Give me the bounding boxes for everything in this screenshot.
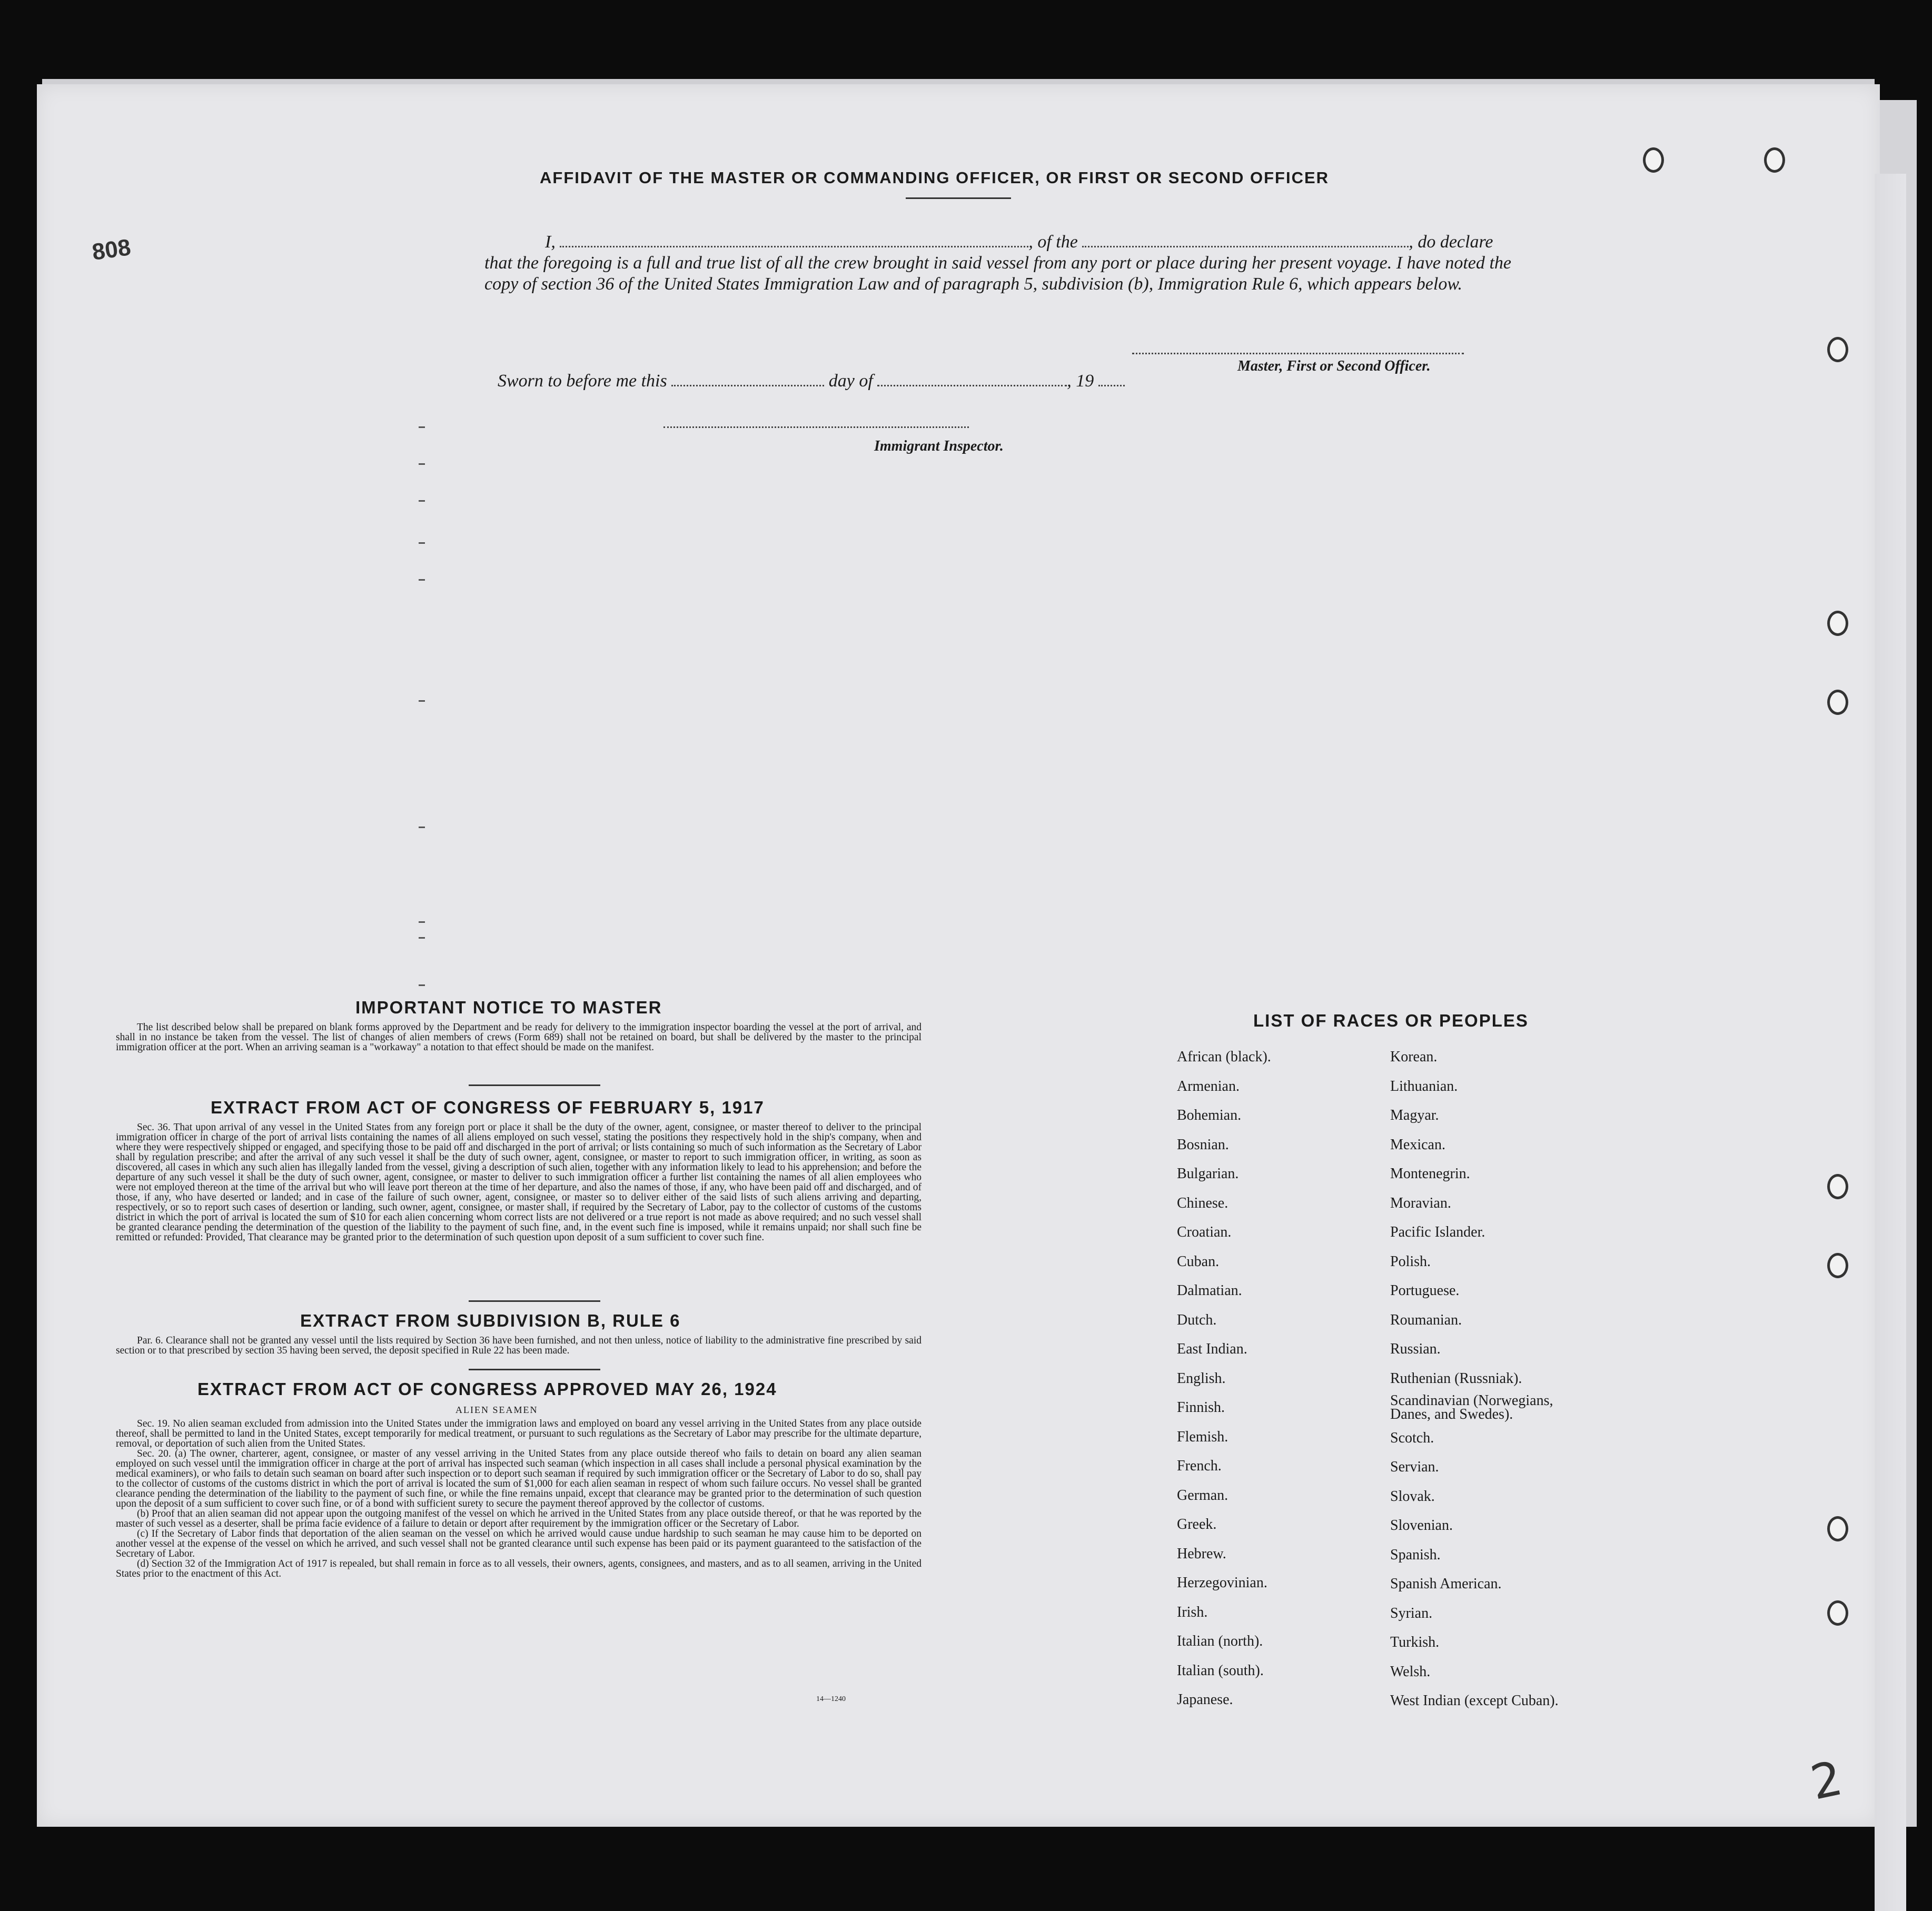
margin-tick [419,921,425,923]
race-item: Herzegovinian. [1177,1575,1267,1591]
margin-tick [419,542,425,544]
document-page [37,84,1880,1827]
binder-hole-icon [1764,147,1785,173]
binder-hole-icon [1827,611,1848,636]
race-item: Servian. [1390,1459,1439,1475]
affidavit-declaration [484,232,1511,295]
form-number: 14—1240 [816,1695,846,1703]
sworn-line [498,371,1125,391]
margin-tick [419,984,425,986]
margin-tick [419,463,425,465]
title-rule [906,197,1011,199]
declarant-name-field[interactable] [560,234,1028,247]
binder-hole-icon [1827,1174,1848,1199]
race-item: Korean. [1390,1049,1438,1065]
declaration-line [484,232,1511,253]
race-item: Italian (south). [1177,1662,1264,1679]
extract-1917-title: EXTRACT FROM ACT OF CONGRESS OF FEBRUARY 5, 1917 [211,1098,765,1117]
section-rule [469,1369,600,1370]
race-item: Flemish. [1177,1428,1228,1445]
race-item: Lithuanian. [1390,1078,1458,1094]
race-item: Welsh. [1390,1663,1431,1680]
margin-tick [419,426,425,428]
sworn-prefix: Sworn to before me this [498,371,667,391]
race-item: French. [1177,1458,1222,1474]
margin-tick [419,700,425,702]
race-item: Ruthenian (Russniak). [1390,1370,1522,1387]
race-item: Spanish. [1390,1546,1441,1563]
race-item: Dalmatian. [1177,1282,1242,1299]
race-item: Scandinavian (Norwegians, Danes, and Swedes). [1390,1392,1553,1422]
races-column-2 [1390,1042,1590,1716]
race-item: Hebrew. [1177,1545,1226,1562]
margin-tick [419,827,425,828]
race-item: Montenegrin. [1390,1166,1470,1182]
sworn-year-prefix: , 19 [1067,371,1094,391]
race-item: Syrian. [1390,1605,1433,1621]
race-item: Armenian. [1177,1078,1240,1094]
race-item: Italian (north). [1177,1633,1263,1649]
race-item: Cuban. [1177,1253,1220,1270]
margin-tick [419,579,425,581]
race-item: Irish. [1177,1604,1208,1620]
extract-1924-title: EXTRACT FROM ACT OF CONGRESS APPROVED MAY 26, 1924 [197,1379,777,1399]
extract-1917-body: Sec. 36. That upon arrival of any vessel in the United States from any foreign port or place it shall be the duty of the owner, agent, consignee, or master thereof to deliver to the principal immigration officer in charge of the port of arrival lists containing the names of all aliens employed on such vessel, stating the positions they respectively hold in the ship's company, when and where they were respectively shipped or engaged, and specifying those to be paid off and discharged in the port of arrival; or lists containing so much of such information as the Secretary of Labor shall by regulation prescribe; and after the arrival of any such vessel it shall be the duty of such owner, agent, consignee, or master to report to such immigration officer, in writing, as soon as discovered, all cases in which any such alien has illegally landed from the vessel, giving a description of such alien, together with any information likely to lead to his apprehension; and before the departure of any such vessel it shall be the duty of such owner, agent, consignee, or master to deliver to such immigration officer a further list containing the names of all alien employees who were not employed thereon at the time of the arrival but who will leave port thereon at the time of her departure, and also the names of those, if any, who have been paid off and discharged, and of those, if any, who have deserted or landed; and in case of the failure of such owner, agent, consignee, or master so to deliver either of the said lists of such aliens arriving and departing, respectively, or so to report such cases of desertion or landing, such owner, agent, consignee, or master shall, if required by the Secretary of Labor, pay to the collector of customs of the customs district in which the port of arrival is located the sum of $10 for each alien concerning whom correct lists are not delivered or a true report is not made as above required; and no such vessel shall be granted clearance pending the determination of the question of the liability to the payment of such fine, and, in the event such fine is imposed, while it remains unpaid; nor shall such fine be remitted or refunded: Provided, That clearance may be granted prior to the determination of such question upon deposit of a sum sufficient to cover such fine. [116,1122,922,1243]
binder-hole-icon [1827,1516,1848,1541]
race-item: West Indian (except Cuban). [1390,1693,1559,1709]
notice-body: The list described below shall be prepared on blank forms approved by the Department and be ready for delivery to the immigration inspector boarding the vessel at the port of arrival, and shall in no instance be taken from the vessel. The list of changes of alien members of crews (Form 689) shall not be retained on board, but shall be delivered by the master to the principal immigration officer at the port. When an arriving seaman is a "workaway" a notation to that effect should be made on the manifest. [116,1022,922,1053]
binder-hole-icon [1827,337,1848,362]
extract-1924-subtitle: ALIEN SEAMEN [455,1405,538,1415]
sworn-year-field[interactable] [1098,373,1125,386]
race-item: Bosnian. [1177,1136,1229,1153]
section-rule [469,1084,600,1086]
binder-hole-icon [1827,1253,1848,1278]
race-item: Magyar. [1390,1107,1439,1123]
sworn-month-field[interactable] [877,373,1067,386]
race-item: Russian. [1390,1341,1441,1357]
race-item: Polish. [1390,1253,1431,1270]
race-item: English. [1177,1370,1226,1387]
margin-tick [419,937,425,939]
race-item: Bohemian. [1177,1107,1242,1123]
race-item: East Indian. [1177,1341,1247,1357]
race-item: African (black). [1177,1049,1271,1065]
binder-hole-icon [1643,147,1664,173]
races-column-1 [1177,1042,1271,1715]
rule6-title: EXTRACT FROM SUBDIVISION B, RULE 6 [300,1311,681,1330]
race-item: Moravian. [1390,1195,1451,1211]
master-signature-label: Master, First or Second Officer. [1237,358,1431,374]
notice-title: IMPORTANT NOTICE TO MASTER [355,998,662,1017]
race-item: Finnish. [1177,1399,1225,1416]
race-item: Slovenian. [1390,1517,1453,1534]
race-item: Turkish. [1390,1634,1440,1650]
margin-stamp: 808 [90,234,133,265]
race-item: Dutch. [1177,1311,1217,1328]
races-title: LIST OF RACES OR PEOPLES [1253,1011,1529,1030]
race-item: German. [1177,1487,1228,1504]
sworn-day-of: day of [828,371,873,391]
rule6-body: Par. 6. Clearance shall not be granted any vessel until the lists required by Section 36 have been furnished, and not then unless, notice of liability to the administrative fine prescribed by said section or to that prescribed by section 35 having been served, the deposit specified in Rule 22 has been made. [116,1335,922,1356]
race-item: Chinese. [1177,1195,1228,1211]
master-signature-field[interactable] [1132,353,1464,354]
race-item: Scotch. [1390,1429,1434,1446]
race-item: Spanish American. [1390,1576,1502,1592]
race-item: Japanese. [1177,1691,1233,1708]
page-fold [1875,174,1906,1911]
section-rule [469,1300,600,1302]
declarant-prefix: I, [545,232,556,252]
race-item: Croatian. [1177,1224,1232,1240]
race-item: Mexican. [1390,1136,1445,1153]
binder-hole-icon [1827,690,1848,715]
binder-hole-icon [1827,1600,1848,1626]
sworn-day-field[interactable] [671,373,824,386]
declare-suffix: , do declare [1409,232,1493,252]
race-item: Greek. [1177,1516,1217,1532]
race-item: Roumanian. [1390,1311,1462,1328]
vessel-prefix: , of the [1028,232,1078,252]
vessel-name-field[interactable] [1082,234,1409,247]
extract-1924-body: Sec. 19. No alien seaman excluded from admission into the United States under the immigration laws and employed on board any vessel arriving in the United States from any place outside thereof, shall be permitted to land in the United States, except temporarily for medical treatment, or pursuant to such regulations as the Secretary of Labor may prescribe for the ultimate departure, removal, or deportation of such alien from the United States. Sec. 20. (a) The owner, charterer, agent, consignee, or master of any vessel arriving in the United States from any place outside thereof who fails to detain on board any alien seaman employed on such vessel until the immigration officer in charge at the port of arrival has inspected such seaman (which inspection in all cases shall include a personal physical examination by the medical examiners), or who fails to detain such seaman on board after such inspection or to deport such seaman if required by such immigration officer or the Secretary of Labor to do so, shall pay to the collector of customs of the customs district in which the port of arrival is located the sum of $1,000 for each alien seaman in respect of whom such failure occurs. No vessel shall be granted clearance pending the determination of the liability to the payment of such fine, or while the fine remains unpaid, except that clearance may be granted prior to the determination of such question upon the deposit of a sum sufficient to cover such fine, or of a bond with sufficient surety to secure the payment thereof approved by the collector of customs. (b) Proof that an alien seaman did not appear upon the outgoing manifest of the vessel on which he arrived in the United States from any place outside thereof, or that he was reported by the master of such vessel as a deserter, shall be prima facie evidence of a failure to detain or deport after requirement by the immigration officer or the Secretary of Labor. (c) If the Secretary of Labor finds that deportation of the alien seaman on the vessel on which he arrived would cause undue hardship to such seaman he may cause him to be deported on another vessel at the expense of the vessel on which he arrived, and such vessel shall not be granted clearance until such expense has been paid or its payment guaranteed to the satisfaction of the Secretary of Labor. (d) Section 32 of the Immigration Act of 1917 is repealed, but shall remain in force as to all vessels, their owners, agents, consignees, and masters, and as to all seamen, arriving in the United States prior to the enactment of this Act. [116,1418,922,1579]
race-item: Pacific Islander. [1390,1224,1485,1240]
inspector-signature-field[interactable] [663,426,969,428]
declaration-body: that the foregoing is a full and true list of all the crew brought in said vessel from any port or place during her present voyage. I have noted the copy of section 36 of the United States Immigration Law and of paragraph 5, subdivision (b), Immigration Rule 6, which appears below. [484,253,1511,294]
affidavit-title: AFFIDAVIT OF THE MASTER OR COMMANDING OFFICER, OR FIRST OR SECOND OFFICER [540,168,1330,187]
race-item: Portuguese. [1390,1282,1460,1299]
race-item: Bulgarian. [1177,1166,1239,1182]
race-item: Slovak. [1390,1488,1435,1505]
margin-tick [419,500,425,502]
page-number: 2 [1806,1750,1847,1811]
inspector-label: Immigrant Inspector. [874,438,1004,454]
